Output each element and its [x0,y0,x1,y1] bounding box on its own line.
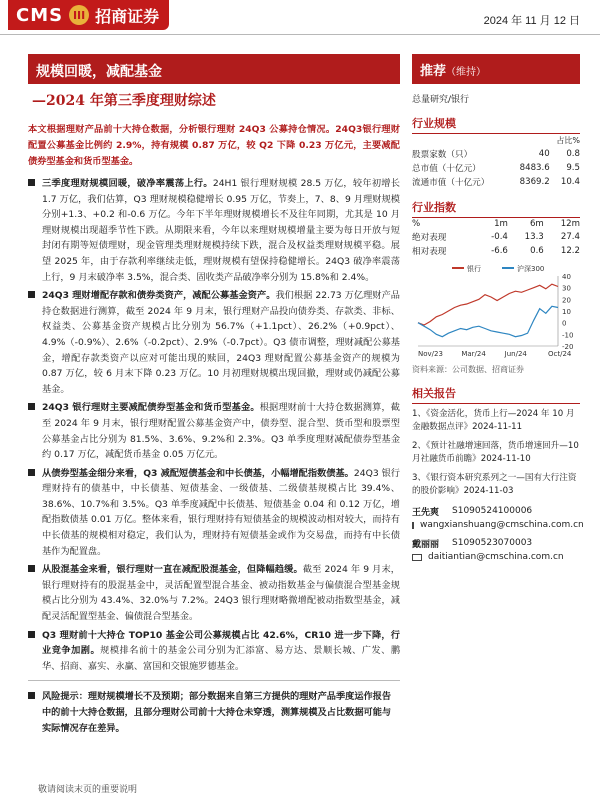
x-tick-label: Oct/24 [548,350,572,358]
bullet-heading: 从股混基金来看，银行理财一直在减配股混基金，但降幅趋缓。 [42,564,303,576]
logo-cn: 招商证券 [95,6,160,26]
bullet-text: 24H1 银行理财规模 28.5 万亿，较年初增长 1.7 万亿，我们估算，Q3 理财规模稳健增长 0.95 万亿，节奏上，7、8、9 月理财规模分别+1.3、+0.2 和-0.6 万亿。今年下半年理财规模增长不及往年同期，尤其是 10 月理财规模出现超季节性下跌。从期限来看，今年以来理财规模增量主要为每日开放与短封闭有期等短债理财，现金管理类理财规模持续下跌，混合及权益类理财规模平稳。展望 2025 年，由于存款利率继续走低，理财规模有望保持稳健增长。24Q3 破净率震荡上行，9 月末破净率 3.5%，混合类、固收类产品破净率分别为 15.8%和 2.4%。 [42,178,400,283]
report-title: 规模回暖，减配基金 [28,54,400,84]
y-tick-label: -20 [562,343,574,351]
analyst-name: 戴丽丽 [412,539,440,550]
bullet-text: 我们根据 22.73 万亿理财产品持仓数据进行测算，截至 2024 年 9 月末，银行理财产品投向债券类、存款类、非标、权益类、公募基金资产规模占比分别为 56.7%（+1.1pct）、26.2%（+0.9pct）、4.9%（-0.9%）、2.6%（-0.2pct）、2.9%（-0.7pct）。Q3 债市调整，理财减配公募基金，增配存款类资产以应对可能出现的赎回，24Q3 理财配置公募基金资产的规模为 0.87 万亿，较 6 月末下降 0.23 万亿。10 月初理财规模出现回撤，理财或仍减配公募基金。 [42,290,400,395]
table-row [412,147,580,161]
scale-table [412,134,580,189]
index-table [412,218,580,258]
page-header [0,0,600,36]
table-cell: 40 [538,149,550,159]
report-link[interactable]: 1、《资金活化，货币上行—2024 年 10 月金融数据点评》2024-11-11 [412,409,575,432]
x-tick-label: Mar/24 [461,350,486,358]
analyst-row [412,504,580,518]
index-chart-svg [412,262,580,362]
analyst-email[interactable]: daitiantian@cmschina.com.cn [428,552,564,562]
y-tick-label: 40 [562,273,571,281]
bullet-text: 规模排名前十的基金公司分别为汇添富、易方达、景顺长城、广发、鹏华、招商、嘉实、永赢、富国和交银施罗德基金。 [42,645,401,672]
table-header-row [412,218,580,230]
report-link[interactable]: 3、《银行资本研究系列之一—国有大行注资的股价影响》2024-11-03 [412,473,577,496]
bullet-list [28,176,400,674]
analyst-id: S1090523070003 [452,538,533,548]
bullet-text: 根据理财前十大持仓数据测算，截至 2024 年 9 月末，银行理财配置公募基金资产中，债券型、混合型、货币型和股票型公募基金占比分别为 81.5%、3.6%、9.2%和 2.3%。Q3 单季度理财减配债券型基金约 0.17 万亿，减配货币基金 0.05 万亿元。 [42,402,400,461]
analyst-id: S1090524100006 [452,506,533,516]
analyst-row [412,536,580,550]
reports-section-title: 相关报告 [412,385,580,404]
y-tick-label: 20 [562,296,571,305]
bullet-heading: 24Q3 银行理财主要减配债券型基金和货币型基金。 [42,402,260,414]
bullet-square-icon [28,692,35,699]
bullet-square-icon [28,631,35,638]
bullet-item [28,562,400,624]
table-row [412,230,580,244]
table-row [412,175,580,189]
mail-icon [412,522,414,529]
table-cell: 8483.6 [519,163,550,173]
legend-label: 沪深300 [517,265,545,273]
table-cell: -0.4 [491,232,508,242]
x-tick-label: Jun/24 [504,350,527,358]
main-column [28,54,400,736]
table-cell: 总市值（十亿元） [412,164,481,174]
footer-note: 敬请阅读末页的重要说明 [38,785,138,795]
table-cell: -6.6 [491,246,508,256]
table-cell: 流通市值（十亿元） [412,178,490,188]
analyst-row [412,550,580,564]
report-date: 2024 年 11 月 12 日 [483,15,580,27]
risk-warning [28,680,400,736]
bullet-item [28,400,400,462]
logo-text: CMS [16,4,64,26]
report-subtitle: —2024 年第三季度理财综述 [32,93,216,109]
analyst-name: 王先爽 [412,507,440,518]
table-cell: 相对表现 [412,247,447,257]
table-cell: 8369.2 [519,177,550,187]
bullet-item [28,288,400,397]
table-cell: 股票家数（只） [412,150,473,160]
bullet-item [28,176,400,285]
table-header-cell: 1m [494,219,508,229]
bullet-heading: 从债券型基金细分来看，Q3 减配短债基金和中长债基，小幅增配指数债基。 [42,467,354,479]
bullet-square-icon [28,179,35,186]
rating-status: （维持） [446,67,487,78]
table-header-cell: 占比% [556,136,580,145]
table-header-cell: % [412,219,421,229]
y-tick-label: 10 [562,308,571,316]
index-section-title: 行业指数 [412,199,580,218]
rating-bar [412,54,580,84]
table-row [412,161,580,175]
x-tick-label: Nov/23 [418,350,443,358]
y-tick-label: 30 [562,284,571,293]
header-divider [0,34,600,35]
report-link[interactable]: 2、《预计社融增速回落，货币增速回升—10 月社融货币前瞻》2024-11-10 [412,441,579,464]
series-line-csi300 [418,306,558,336]
report-abstract: 本文根据理财产品前十大持仓数据，分析银行理财 24Q3 公募持仓情况。24Q3银行理财配置公募基金比例约 2.9%，持有规模 0.87 万亿，较 Q2 下降 0.23 万亿元，主要减配债券型基金和货币型基金。 [28,124,400,167]
y-tick-label: 0 [562,319,567,328]
table-cell: 27.4 [560,232,580,242]
analyst-row [412,518,584,532]
bullet-item [28,628,400,675]
table-cell: 13.3 [524,232,544,242]
analyst-email[interactable]: wangxianshuang@cmschina.com.cn [420,520,584,530]
table-header-cell: 12m [560,219,580,229]
bullet-square-icon [28,565,35,572]
table-cell: 12.2 [560,246,580,256]
table-header-row [412,134,580,147]
mail-icon [412,554,422,561]
bullet-heading: 24Q3 理财增配存款和债券类资产，减配公募基金资产。 [42,290,276,302]
table-cell: 绝对表现 [412,233,447,243]
analyst-block [412,504,584,564]
legend-label: 银行 [467,265,481,273]
bullet-item [28,466,400,560]
table-cell: 9.5 [566,163,580,173]
risk-text: 风险提示：理财规模增长不及预期；部分数据来自第三方提供的理财产品季度运作报告中的前十大持仓数据，且部分理财公司前十大持仓未穿透，测算规模及占比数据可能与实际情况存在差异。 [42,691,392,734]
bullet-text: 24Q3 银行理财持有的债基中，中长债基、短债基金、一级债基、二级债基规模占比 39.4%、38.6%、10.7%和 3.5%。Q3 单季度减配中长债基、短债基金 0.04 和 0.12 万亿，增配指数债基 0.01 万亿。整体来看，银行理财持有短债基金的规模波动相对较大，而持有中长债基的规模相对稳定，我们认为，理财持有短债基金或作为交易盘，而持有中长债基作为配置盘。 [42,467,400,557]
bullet-text: 截至 2024 年 9 月末，银行理财持有的股混基金中，灵活配置型混合基金、被动指数基金与偏债混合型基金规模占比分别为 43.4%、32.0%与 7.2%。24Q3 银行理财略微增配被动指数型基金，减配灵活配置型基金、偏债混合型基金。 [42,564,400,623]
bullet-square-icon [28,291,35,298]
logo-badge-icon: III [69,5,89,25]
y-tick-label: -10 [562,331,574,340]
sidebar [412,54,584,564]
index-chart [412,262,580,362]
series-line-bank [418,284,558,325]
company-logo [8,0,169,30]
table-row [412,244,580,258]
industry-label: 总量研究/银行 [412,95,470,105]
related-reports [412,408,580,498]
bullet-heading: 三季度理财规模回暖，破净率震荡上行。 [42,178,213,189]
table-cell: 0.6 [530,246,544,256]
bullet-square-icon [28,403,35,410]
bullet-heading: Q3 理财前十大持仓 TOP10 基金公司公募规模占比 42.6%，CR10 进一步下降，行业竞争加剧。 [42,629,400,657]
scale-section-title: 行业规模 [412,115,580,134]
table-header-cell: 6m [529,219,544,229]
table-cell: 0.8 [566,149,580,159]
rating-title: 推荐 [420,64,447,79]
table-cell: 10.4 [560,177,580,187]
chart-source: 资料来源：公司数据、招商证券 [412,365,524,374]
bullet-square-icon [28,469,35,476]
